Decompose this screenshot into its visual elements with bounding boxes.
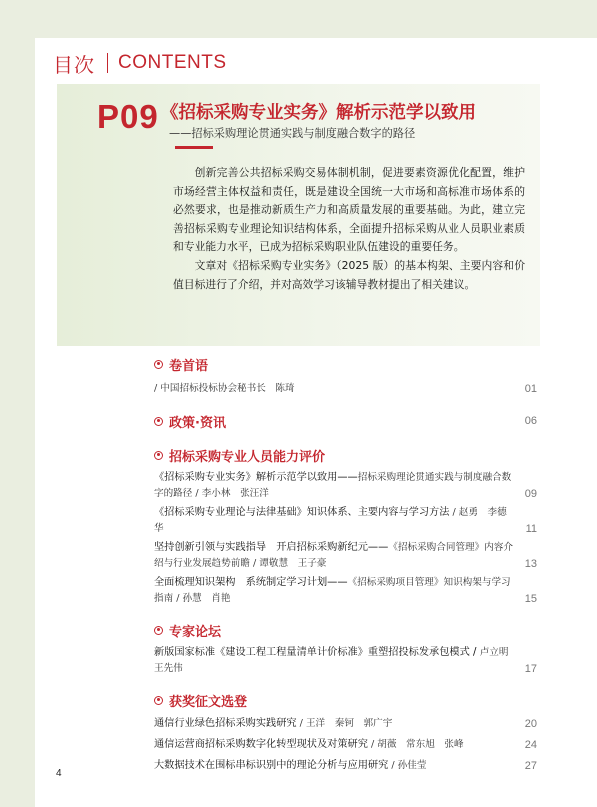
page-number: 4 — [56, 768, 62, 779]
ring-bullet-icon — [154, 626, 163, 635]
toc-section-heading[interactable] — [154, 411, 537, 431]
feature-panel — [57, 84, 540, 346]
toc-entry[interactable] — [154, 505, 537, 537]
entry-author: / 胡薇 常东旭 张峰 — [367, 739, 464, 750]
entry-title: 新版国家标准《建设工程工程量清单计价标准》重塑招投标发承包模式 / — [154, 647, 480, 658]
entry-author: / 孙佳莹 — [388, 760, 427, 771]
ring-bullet-icon — [154, 696, 163, 705]
contents-header — [53, 48, 227, 78]
table-of-contents — [154, 354, 537, 774]
feature-accent-bar — [175, 146, 213, 149]
entry-page: 24 — [524, 739, 537, 751]
entry-page: 27 — [524, 760, 537, 772]
entry-title: 《招标采购专业理论与法律基础》知识体系、主要内容与学习方法 — [154, 507, 450, 518]
feature-paragraph: 文章对《招标采购专业实务》（2025 版）的基本构架、主要内容和价值目标进行了介绍，并对高效学习该辅导教材提出了相关建议。 — [173, 258, 525, 291]
section-title: 卷首语 — [169, 358, 209, 374]
toc-entry[interactable] — [154, 737, 537, 753]
feature-title[interactable]: 《招标采购专业实务》解析示范学以致用 — [161, 103, 476, 123]
feature-abstract — [173, 164, 525, 294]
ring-bullet-icon — [154, 417, 163, 426]
contents-title-en: CONTENTS — [118, 52, 227, 73]
section-page: 06 — [524, 415, 537, 427]
toc-section-heading[interactable] — [154, 445, 537, 465]
entry-title: 大数据技术在围标串标识别中的理论分析与应用研究 — [154, 760, 389, 771]
feature-page-code: P09 — [97, 98, 159, 135]
entry-page: 17 — [524, 663, 537, 675]
ring-bullet-icon — [154, 451, 163, 460]
toc-entry[interactable] — [154, 575, 537, 607]
entry-title: 全面梳理知识架构 系统制定学习计划—— — [154, 577, 348, 588]
toc-entry[interactable] — [154, 470, 537, 502]
section-title: 获奖征文选登 — [169, 694, 248, 710]
entry-author: / 赵勇 李德华 — [154, 507, 507, 534]
page-sheet — [35, 38, 597, 807]
contents-title-zh: 目次 — [53, 52, 95, 77]
toc-entry[interactable] — [154, 381, 537, 397]
entry-page: 13 — [524, 558, 537, 570]
feature-subtitle: ——招标采购理论贯通实践与制度融合数字的路径 — [169, 127, 416, 140]
section-title: 政策·资讯 — [169, 415, 226, 431]
entry-page: 15 — [524, 593, 537, 605]
entry-title: 坚持创新引领与实践指导 开启招标采购新纪元—— — [154, 542, 389, 553]
entry-title: 通信行业绿色招标采购实践研究 — [154, 718, 297, 729]
toc-section-heading[interactable] — [154, 354, 537, 374]
entry-title: 通信运营商招标采购数字化转型现状及对策研究 — [154, 739, 368, 750]
entry-author: 招标采购理论贯通实践与制度融合数字的路径 / 李小林 张汪洋 — [154, 472, 512, 499]
entry-page: 01 — [524, 383, 537, 395]
toc-entry[interactable] — [154, 716, 537, 732]
section-title: 招标采购专业人员能力评价 — [169, 449, 326, 465]
section-title: 专家论坛 — [169, 624, 222, 640]
entry-author: 《招标采购合同管理》内容介绍与行业发展趋势前瞻 / 谭敬慧 王子豪 — [154, 542, 514, 569]
toc-entry[interactable] — [154, 758, 537, 774]
header-divider — [107, 53, 108, 73]
toc-section-heading[interactable] — [154, 690, 537, 710]
entry-page: 09 — [524, 488, 537, 500]
entry-page: 11 — [525, 523, 537, 535]
entry-page: 20 — [524, 718, 537, 730]
feature-paragraph: 创新完善公共招标采购交易体制机制，促进要素资源优化配置，维护市场经营主体权益和责任，既是建设全国统一大市场和高标准市场体系的必然要求，也是推动新质生产力和高质量发展的重要基础。为此，建立完善招标采购专业理论知识结构体系，全面提升招标采购从业人员职业素质和专业能力水平，已成为招标采购职业队伍建设的重要任务。 — [173, 166, 525, 254]
entry-author: / 中国招标投标协会秘书长 陈琦 — [154, 383, 295, 394]
entry-author: 《招标采购项目管理》知识构架与学习指南 / 孙慧 肖艳 — [154, 577, 511, 604]
ring-bullet-icon — [154, 360, 163, 369]
toc-entry[interactable] — [154, 645, 537, 677]
entry-author: / 王洋 秦钶 郭广宇 — [296, 718, 393, 729]
entry-author: 卢立明 王先伟 — [154, 647, 519, 674]
entry-title: 《招标采购专业实务》解析示范学以致用—— — [154, 472, 358, 483]
toc-entry[interactable] — [154, 540, 537, 572]
toc-section-heading[interactable] — [154, 620, 537, 640]
